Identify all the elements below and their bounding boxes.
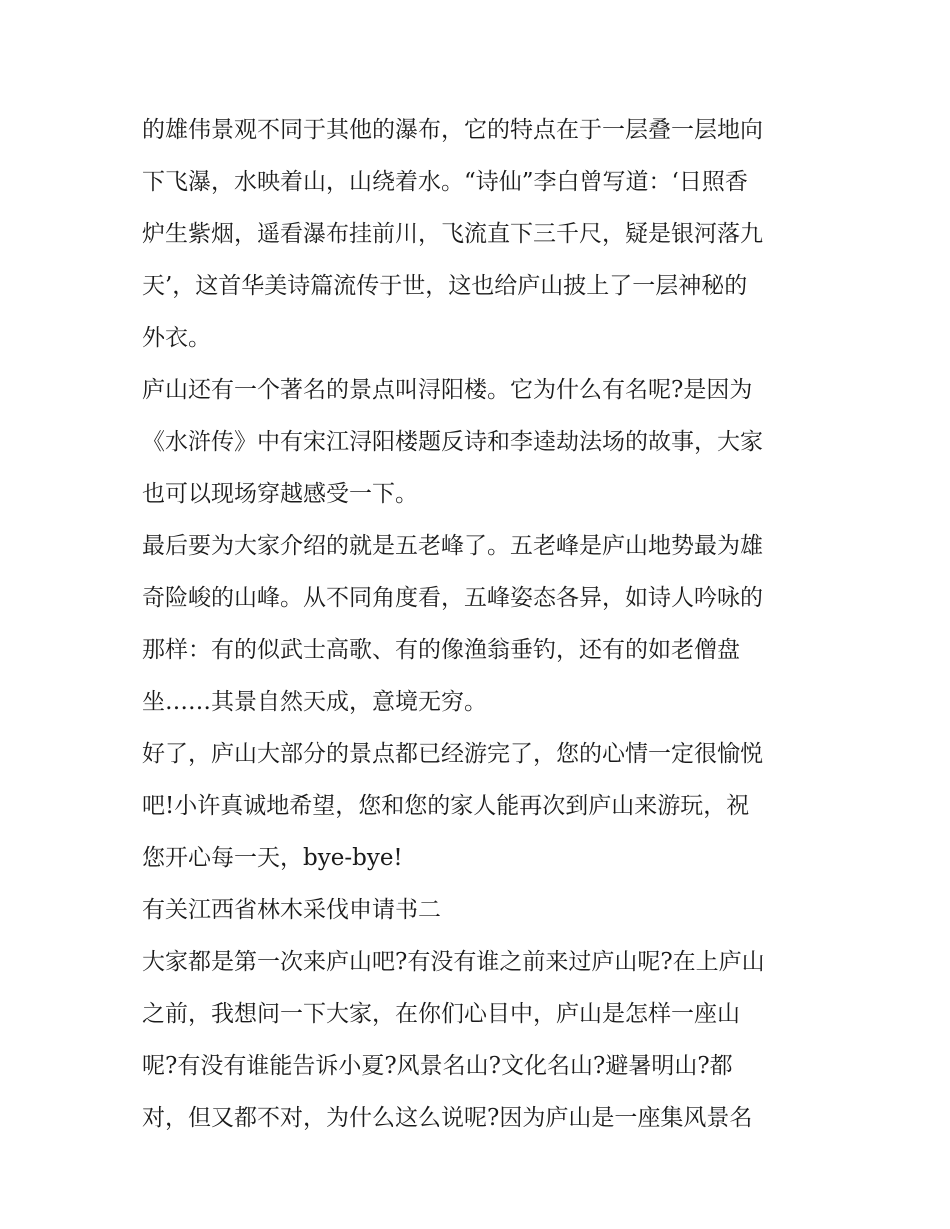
text-line: 庐山还有一个著名的景点叫浔阳楼。它为什么有名呢?是因为 bbox=[142, 377, 753, 403]
text-line: 对，但又都不对，为什么这么说呢?因为庐山是一座集风景名 bbox=[142, 1105, 753, 1131]
text-line: 炉生紫烟，遥看瀑布挂前川，飞流直下三千尺，疑是银河落九 bbox=[142, 221, 763, 247]
text-line: 下飞瀑，水映着山，山绕着水。“诗仙”李白曾写道：‘日照香 bbox=[142, 169, 748, 195]
text-line: 大家都是第一次来庐山吧?有没有谁之前来过庐山呢?在上庐山 bbox=[142, 949, 765, 975]
document-body bbox=[142, 104, 822, 1144]
text-line: 的雄伟景观不同于其他的瀑布，它的特点在于一层叠一层地向 bbox=[142, 117, 763, 143]
text-line: 也可以现场穿越感受一下。 bbox=[142, 481, 418, 507]
text-line: 最后要为大家介绍的就是五老峰了。五老峰是庐山地势最为雄 bbox=[142, 533, 763, 559]
text-line: 之前，我想问一下大家，在你们心目中，庐山是怎样一座山 bbox=[142, 1001, 740, 1027]
text-line: 您开心每一天，bye-bye! bbox=[142, 845, 403, 871]
text-line: 奇险峻的山峰。从不同角度看，五峰姿态各异，如诗人吟咏的 bbox=[142, 585, 763, 611]
text-line: 那样：有的似武士高歌、有的像渔翁垂钓，还有的如老僧盘 bbox=[142, 637, 740, 663]
text-line: 外衣。 bbox=[142, 325, 211, 351]
section-heading: 有关江西省林木采伐申请书二 bbox=[142, 897, 441, 923]
text-line: 好了，庐山大部分的景点都已经游完了，您的心情一定很愉悦 bbox=[142, 741, 763, 767]
text-line: 坐……其景自然天成，意境无穷。 bbox=[142, 689, 487, 715]
text-line: 天’，这首华美诗篇流传于世，这也给庐山披上了一层神秘的 bbox=[142, 273, 748, 299]
text-line: 呢?有没有谁能告诉小夏?风景名山?文化名山?避暑明山?都 bbox=[142, 1053, 733, 1079]
text-line: 吧!小许真诚地希望，您和您的家人能再次到庐山来游玩，祝 bbox=[142, 793, 750, 819]
text-line: 《水浒传》中有宋江浔阳楼题反诗和李逵劫法场的故事，大家 bbox=[142, 429, 763, 455]
